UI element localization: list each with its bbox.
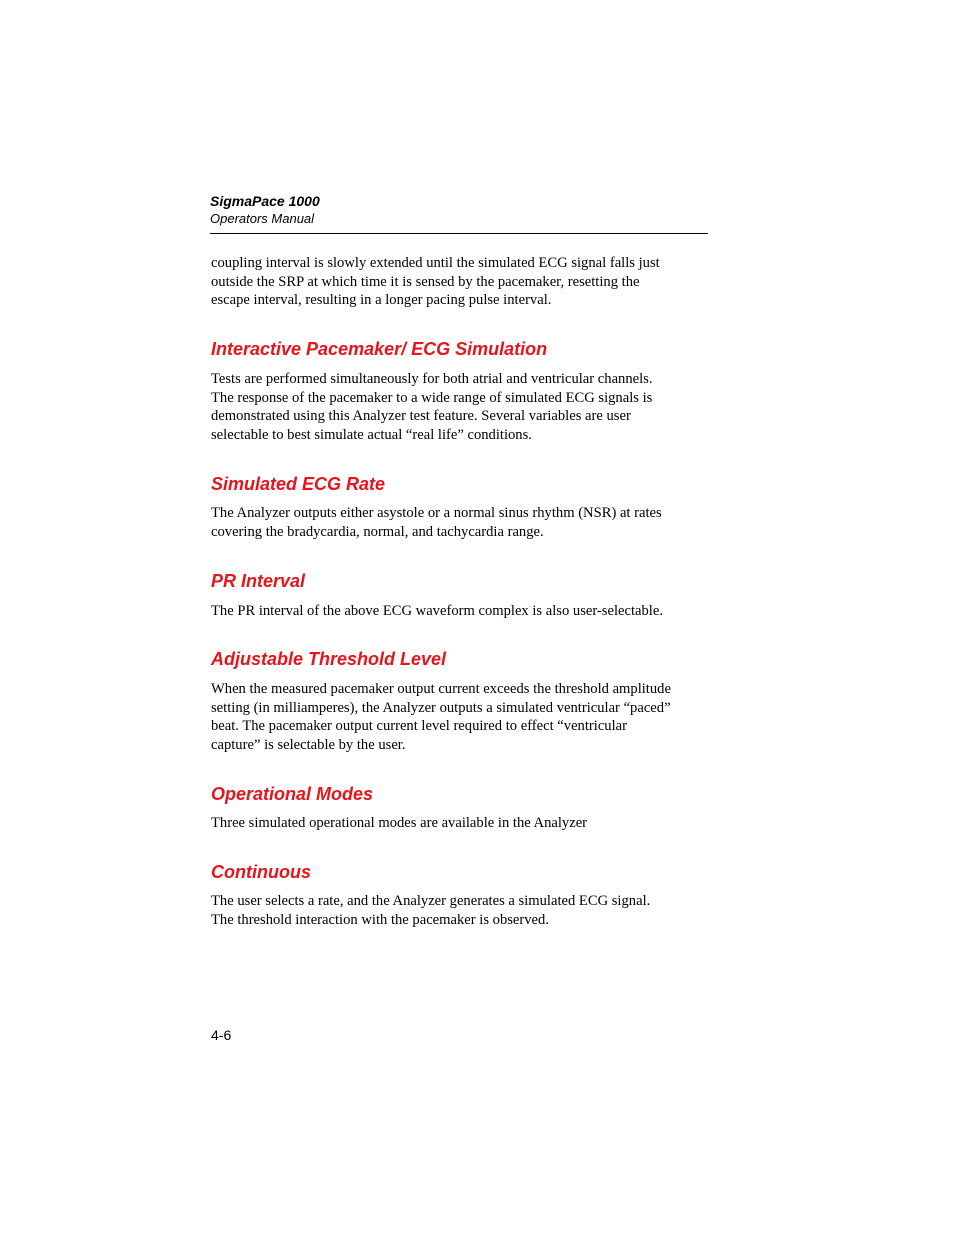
- heading-pr-interval: PR Interval: [211, 571, 306, 591]
- text-line: selectable to best simulate actual “real life” conditions.: [211, 427, 532, 444]
- heading-interactive-simulation: Interactive Pacemaker/ ECG Simulation: [211, 339, 548, 359]
- text-line: The response of the pacemaker to a wide range of simulated ECG signals is: [211, 389, 653, 406]
- intro-paragraph: [211, 254, 711, 310]
- operational-modes-paragraph: [211, 814, 711, 833]
- text-line: demonstrated using this Analyzer test feature. Several variables are user: [211, 408, 631, 425]
- heading-adjustable-threshold: Adjustable Threshold Level: [211, 649, 447, 669]
- manual-title: SigmaPace 1000: [210, 193, 320, 209]
- text-line: capture” is selectable by the user.: [211, 737, 406, 754]
- text-line: escape interval, resulting in a longer pacing pulse interval.: [211, 292, 552, 309]
- text-line: Tests are performed simultaneously for both atrial and ventricular channels.: [211, 371, 653, 387]
- page-header: [210, 192, 708, 234]
- interactive-simulation-paragraph: [211, 370, 711, 445]
- text-line: The PR interval of the above ECG waveform complex is also user-selectable.: [211, 603, 663, 619]
- text-line: outside the SRP at which time it is sensed by the pacemaker, resetting the: [211, 273, 640, 290]
- heading-continuous: Continuous: [211, 862, 311, 882]
- text-line: The user selects a rate, and the Analyzer generates a simulated ECG signal.: [211, 893, 651, 909]
- text-line: coupling interval is slowly extended until the simulated ECG signal falls just: [211, 255, 660, 271]
- text-line: Three simulated operational modes are available in the Analyzer: [211, 815, 588, 831]
- heading-simulated-ecg-rate: Simulated ECG Rate: [211, 474, 386, 494]
- simulated-ecg-rate-paragraph: [211, 504, 711, 541]
- text-line: covering the bradycardia, normal, and tachycardia range.: [211, 523, 544, 540]
- continuous-paragraph: [211, 892, 711, 929]
- text-line: setting (in milliamperes), the Analyzer outputs a simulated ventricular “paced”: [211, 699, 671, 716]
- text-line: The Analyzer outputs either asystole or a normal sinus rhythm (NSR) at rates: [211, 505, 662, 521]
- text-line: The threshold interaction with the pacemaker is observed.: [211, 911, 549, 928]
- text-line: beat. The pacemaker output current level required to effect “ventricular: [211, 718, 627, 735]
- adjustable-threshold-paragraph: [211, 680, 711, 755]
- manual-subtitle: Operators Manual: [210, 211, 315, 226]
- pr-interval-paragraph: [211, 602, 711, 621]
- heading-operational-modes: Operational Modes: [211, 784, 374, 804]
- text-line: When the measured pacemaker output current exceeds the threshold amplitude: [211, 681, 671, 697]
- page-number: 4-6: [211, 1027, 232, 1043]
